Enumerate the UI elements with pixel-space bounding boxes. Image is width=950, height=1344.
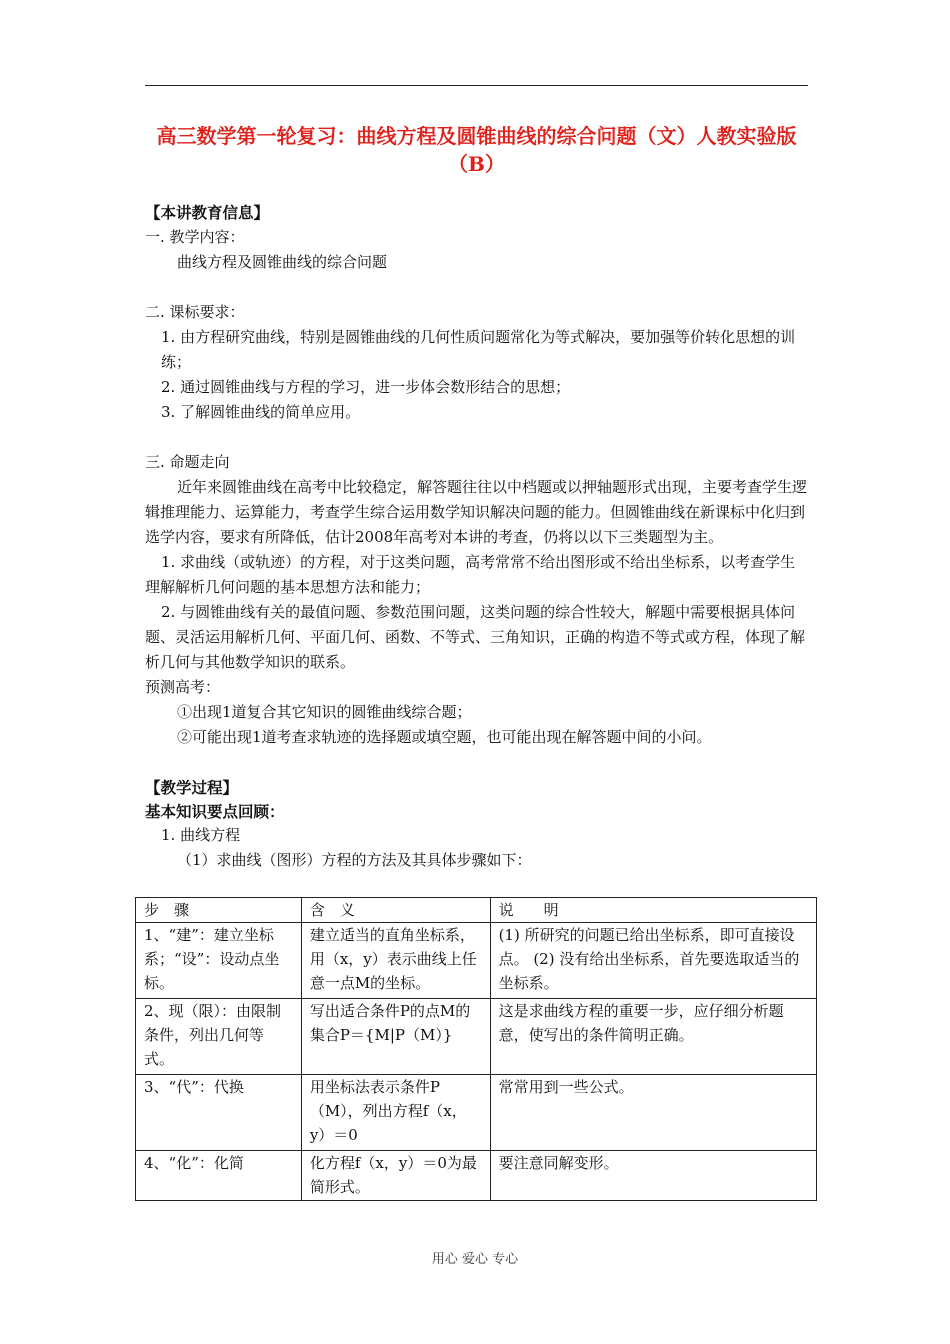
predict-item-1: ①出现1道复合其它知识的圆锥曲线综合题； (177, 703, 472, 721)
table-cell: 3、“代”：代换 (136, 1075, 302, 1151)
s2-item-1: 1. 由方程研究曲线，特别是圆锥曲线的几何性质问题常化为等式解决，要加强等价转化思想的训练； (161, 328, 796, 371)
table-row (136, 1075, 817, 1151)
table-cell: 这是求曲线方程的重要一步，应仔细分析题意，使写出的条件简明正确。 (490, 999, 816, 1075)
table-cell: 化方程f（x，y）＝0为最简形式。 (301, 1151, 490, 1201)
document-body (145, 200, 810, 873)
s2-item-3: 3. 了解圆锥曲线的简单应用。 (161, 403, 361, 421)
table-cell: 4、“化”：化简 (136, 1151, 302, 1201)
s3-heading: 三. 命题走向 (145, 453, 230, 471)
page-footer: 用心 爱心 专心 (431, 1252, 519, 1267)
s2-heading: 二. 课标要求： (145, 303, 245, 321)
predict-heading: 预测高考： (145, 678, 221, 696)
table-header-cell: 步 骤 (136, 898, 302, 923)
table-cell: 用坐标法表示条件P（M），列出方程f（x，y）＝0 (301, 1075, 490, 1151)
review-heading: 基本知识要点回顾： (145, 802, 285, 821)
table-cell: 1、“建”：建立坐标系；“设”：设动点坐标。 (136, 923, 302, 999)
section-heading-process: 【教学过程】 (145, 778, 239, 797)
table-row (136, 1151, 817, 1201)
table-row (136, 923, 817, 999)
table-cell: 要注意同解变形。 (490, 1151, 816, 1201)
s2-item-2: 2. 通过圆锥曲线与方程的学习，进一步体会数形结合的思想； (161, 378, 571, 396)
s3-paragraph: 近年来圆锥曲线在高考中比较稳定，解答题往往以中档题或以押轴题形式出现，主要考查学生逻辑推理能力、运算能力，考查学生综合运用数学知识解决问题的能力。但圆锥曲线在新课标中化归到选学内容，要求有所降低，估计2008年高考对本讲的考查，仍将以以下三类题型为主。 (145, 478, 808, 546)
table-cell: 建立适当的直角坐标系，用（x，y）表示曲线上任意一点M的坐标。 (301, 923, 490, 999)
table-cell: 写出适合条件P的点M的集合P＝{M|P（M）} (301, 999, 490, 1075)
table-header-row (136, 898, 817, 923)
table-row (136, 999, 817, 1075)
s3-item-2: 2. 与圆锥曲线有关的最值问题、参数范围问题，这类问题的综合性较大，解题中需要根据具体问题、灵活运用解析几何、平面几何、函数、不等式、三角知识，正确的构造不等式或方程，体现了解析几何与其他数学知识的联系。 (145, 603, 806, 671)
table-header-cell: 含 义 (301, 898, 490, 923)
steps-table (135, 897, 817, 1201)
s1-body: 曲线方程及圆锥曲线的综合问题 (177, 253, 388, 271)
review-item-1-1: （1）求曲线（图形）方程的方法及其具体步骤如下： (177, 851, 532, 869)
section-heading-info: 【本讲教育信息】 (145, 203, 270, 222)
table-header-cell: 说 明 (490, 898, 816, 923)
predict-item-2: ②可能出现1道考查求轨迹的选择题或填空题，也可能出现在解答题中间的小问。 (177, 728, 712, 746)
document-title: 高三数学第一轮复习：曲线方程及圆锥曲线的综合问题（文）人教实验版（B） (156, 124, 797, 176)
header-rule (145, 85, 808, 86)
review-item-1: 1. 曲线方程 (161, 826, 241, 844)
table-cell: 2、现（限）：由限制条件，列出几何等式。 (136, 999, 302, 1075)
table-cell: 常常用到一些公式。 (490, 1075, 816, 1151)
s3-item-1: 1. 求曲线（或轨迹）的方程，对于这类问题，高考常常不给出图形或不给出坐标系，以考查学生理解解析几何问题的基本思想方法和能力； (145, 553, 796, 596)
s1-heading: 一. 教学内容： (145, 228, 245, 246)
table-cell: (1) 所研究的问题已给出坐标系，即可直接设点。 (2) 没有给出坐标系，首先要选取适当的坐标系。 (490, 923, 816, 999)
